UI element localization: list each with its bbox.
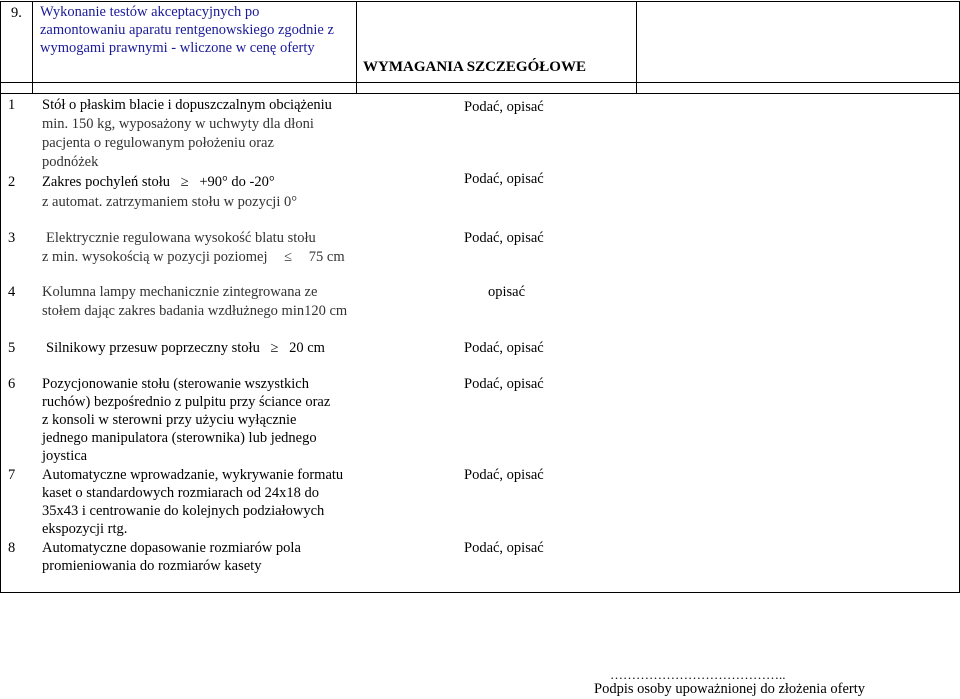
row-text-line: joystica	[42, 448, 88, 464]
row-number: 1	[8, 97, 16, 113]
row-answer: Podać, opisać	[464, 376, 544, 392]
row-9-number: 9.	[11, 5, 22, 21]
text-part: z min. wysokością w pozycji poziomej	[42, 249, 268, 265]
text-part: 75 cm	[308, 249, 345, 265]
signature-dots: …………………………………..	[610, 667, 786, 682]
signature-label: Podpis osoby upoważnionej do złożenia oferty	[594, 681, 866, 697]
greater-equal-symbol: ≥	[180, 174, 189, 190]
row-answer: Podać, opisać	[464, 230, 544, 246]
row-9-line: zamontowaniu aparatu rentgenowskiego zgodnie z	[40, 22, 334, 38]
row-text-line: promieniowania do rozmiarów kasety	[42, 558, 262, 574]
row-text-line: pacjenta o regulowanym położeniu oraz	[42, 135, 274, 151]
row-text-line: Automatyczne wprowadzanie, wykrywanie formatu	[42, 467, 344, 483]
row-text-line: Pozycjonowanie stołu (sterowanie wszystkich	[42, 376, 309, 392]
row-9-line: wymogami prawnymi - wliczone w cenę oferty	[40, 40, 315, 56]
row-text-line	[46, 339, 325, 357]
row-answer: opisać	[488, 284, 526, 300]
row-number: 6	[8, 376, 16, 392]
row-text-line: z konsoli w sterowni przy użyciu wyłącznie	[42, 412, 297, 428]
row-answer: Podać, opisać	[464, 540, 544, 556]
row-answer: Podać, opisać	[464, 340, 544, 356]
row-text-line	[42, 248, 345, 266]
row-answer: Podać, opisać	[464, 467, 544, 483]
row-number: 3	[8, 230, 16, 246]
row-text-line: Automatyczne dopasowanie rozmiarów pola	[42, 540, 301, 556]
row-text-line: 35x43 i centrowanie do kolejnych podziałowych	[42, 503, 325, 519]
row-text-line: z automat. zatrzymaniem stołu w pozycji 0°	[42, 194, 298, 210]
row-text-line: Elektrycznie regulowana wysokość blatu stołu	[46, 230, 316, 246]
row-number: 2	[8, 174, 16, 190]
row-number: 7	[8, 467, 16, 483]
greater-equal-symbol: ≥	[270, 340, 279, 356]
row-text-line: jednego manipulatora (sterownika) lub jednego	[42, 430, 317, 446]
less-equal-symbol: ≤	[284, 249, 293, 265]
row-text-line: Stół o płaskim blacie i dopuszczalnym obciążeniu	[42, 97, 332, 113]
text-part: +90° do -20°	[199, 174, 275, 190]
section-title: WYMAGANIA SZCZEGÓŁOWE	[363, 59, 586, 75]
row-text-line	[42, 173, 275, 191]
text-part: Zakres pochyleń stołu	[42, 174, 171, 190]
row-text-line: podnóżek	[42, 154, 99, 170]
row-answer: Podać, opisać	[464, 171, 544, 187]
text-part: 20 cm	[289, 340, 325, 356]
row-number: 5	[8, 340, 16, 356]
row-9-line: Wykonanie testów akceptacyjnych po	[40, 4, 260, 20]
row-text-line: Kolumna lampy mechanicznie zintegrowana ze	[42, 284, 318, 300]
text-part: Silnikowy przesuw poprzeczny stołu	[46, 340, 260, 356]
row-text-line: ruchów) bezpośrednio z pulpitu przy ściance oraz	[42, 394, 331, 410]
row-text-line: kaset o standardowych rozmiarach od 24x18 do	[42, 485, 320, 501]
row-number: 4	[8, 284, 16, 300]
row-number: 8	[8, 540, 16, 556]
row-answer: Podać, opisać	[464, 99, 544, 115]
row-text-line: ekspozycji rtg.	[42, 521, 128, 537]
row-text-line: stołem dając zakres badania wzdłużnego min120 cm	[42, 303, 348, 319]
row-text-line: min. 150 kg, wyposażony w uchwyty dla dłoni	[42, 116, 314, 132]
